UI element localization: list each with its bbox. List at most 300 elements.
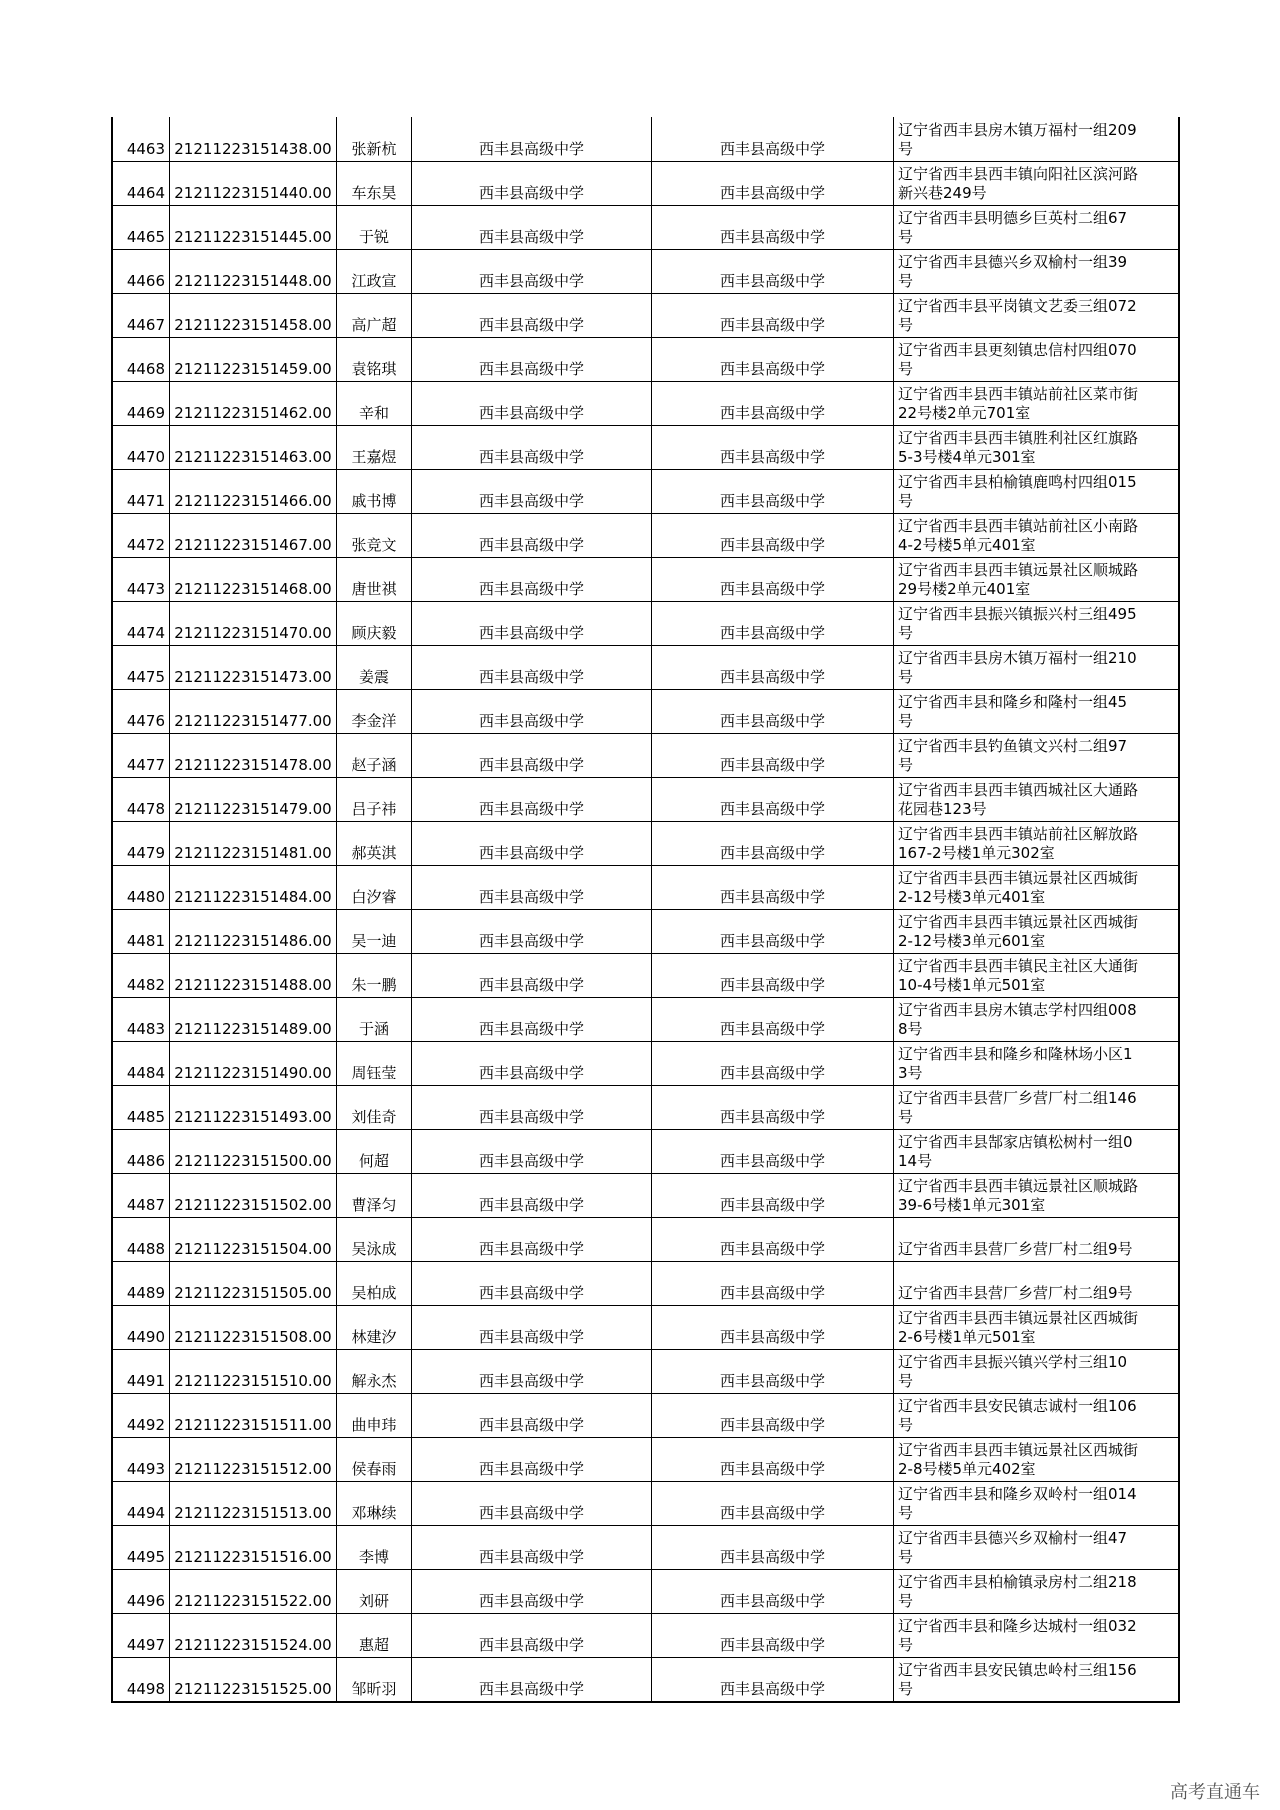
school-name [412, 1438, 652, 1481]
table-row [113, 1657, 1180, 1701]
exam-id [170, 1350, 337, 1393]
home-address [894, 1614, 1180, 1657]
exam-id-text: 21211223151467.00 [174, 536, 332, 554]
school-name-2-text: 西丰县高级中学 [719, 272, 825, 290]
student-name [337, 382, 412, 425]
exam-id-text: 21211223151500.00 [174, 1152, 332, 1170]
exam-id [170, 338, 337, 381]
home-address [894, 250, 1180, 293]
school-name-text: 西丰县高级中学 [478, 668, 584, 686]
school-name-2 [652, 778, 894, 821]
home-address-text: 辽宁省西丰县西丰镇站前社区菜市街22号楼2单元701室 [898, 385, 1139, 422]
home-address-text: 辽宁省西丰县营厂乡营厂村二组9号 [898, 1284, 1133, 1302]
row-index-text: 4486 [126, 1152, 165, 1170]
home-address [894, 470, 1180, 513]
row-index [113, 470, 170, 513]
student-name [337, 206, 412, 249]
school-name-2 [652, 338, 894, 381]
student-name-text: 赵子涵 [351, 756, 397, 774]
table-row [113, 337, 1180, 381]
school-name-2 [652, 822, 894, 865]
row-index [113, 910, 170, 953]
row-index [113, 778, 170, 821]
school-name-text: 西丰县高级中学 [478, 624, 584, 642]
home-address-text: 辽宁省西丰县西丰镇远景社区西城街2-6号楼1单元501室 [898, 1309, 1139, 1346]
student-name-text: 吕子祎 [351, 800, 397, 818]
home-address [894, 734, 1180, 777]
home-address [894, 866, 1180, 909]
school-name-text: 西丰县高级中学 [478, 1636, 584, 1654]
exam-id [170, 1482, 337, 1525]
school-name-2-text: 西丰县高级中学 [719, 1504, 825, 1522]
home-address [894, 954, 1180, 997]
table-row [113, 865, 1180, 909]
school-name-2-text: 西丰县高级中学 [719, 1328, 825, 1346]
school-name-text: 西丰县高级中学 [478, 228, 584, 246]
exam-id [170, 690, 337, 733]
student-name [337, 1658, 412, 1701]
exam-id [170, 250, 337, 293]
student-name [337, 294, 412, 337]
school-name-2-text: 西丰县高级中学 [719, 448, 825, 466]
school-name-text: 西丰县高级中学 [478, 1504, 584, 1522]
exam-id-text: 21211223151505.00 [174, 1284, 332, 1302]
home-address [894, 690, 1180, 733]
table-row [113, 513, 1180, 557]
school-name-text: 西丰县高级中学 [478, 316, 584, 334]
student-name-text: 吴柏成 [351, 1284, 397, 1302]
row-index-text: 4473 [126, 580, 165, 598]
school-name-text: 西丰县高级中学 [478, 1592, 584, 1610]
exam-id-text: 21211223151462.00 [174, 404, 332, 422]
exam-id-text: 21211223151478.00 [174, 756, 332, 774]
table-row [113, 381, 1180, 425]
row-index-text: 4474 [126, 624, 165, 642]
school-name-2-text: 西丰县高级中学 [719, 1196, 825, 1214]
school-name-2-text: 西丰县高级中学 [719, 140, 825, 158]
row-index [113, 1086, 170, 1129]
home-address-text: 辽宁省西丰县郜家店镇松树村一组014号 [898, 1133, 1133, 1170]
exam-id-text: 21211223151490.00 [174, 1064, 332, 1082]
school-name-2 [652, 910, 894, 953]
home-address [894, 602, 1180, 645]
school-name [412, 822, 652, 865]
row-index [113, 866, 170, 909]
student-name-text: 侯春雨 [351, 1460, 397, 1478]
school-name-text: 西丰县高级中学 [478, 272, 584, 290]
school-name-2-text: 西丰县高级中学 [719, 1416, 825, 1434]
home-address-text: 辽宁省西丰县西丰镇民主社区大通街10-4号楼1单元501室 [898, 957, 1139, 994]
exam-id [170, 382, 337, 425]
row-index [113, 206, 170, 249]
school-name-2-text: 西丰县高级中学 [719, 228, 825, 246]
student-name [337, 1042, 412, 1085]
row-index [113, 294, 170, 337]
student-name [337, 338, 412, 381]
school-name-2 [652, 1614, 894, 1657]
table-row [113, 205, 1180, 249]
table-row [113, 249, 1180, 293]
exam-id-text: 21211223151522.00 [174, 1592, 332, 1610]
student-name-text: 林建汐 [351, 1328, 397, 1346]
table-row [113, 117, 1180, 161]
school-name-2 [652, 1174, 894, 1217]
row-index-text: 4469 [126, 404, 165, 422]
exam-id-text: 21211223151479.00 [174, 800, 332, 818]
row-index [113, 734, 170, 777]
row-index [113, 1658, 170, 1701]
exam-id-text: 21211223151477.00 [174, 712, 332, 730]
row-index [113, 1306, 170, 1349]
exam-id-text: 21211223151488.00 [174, 976, 332, 994]
student-name [337, 910, 412, 953]
home-address [894, 382, 1180, 425]
row-index-text: 4471 [126, 492, 165, 510]
exam-id [170, 1658, 337, 1701]
school-name [412, 1130, 652, 1173]
school-name-text: 西丰县高级中学 [478, 712, 584, 730]
table-row [113, 1217, 1180, 1261]
school-name-2-text: 西丰县高级中学 [719, 844, 825, 862]
exam-id [170, 646, 337, 689]
home-address [894, 558, 1180, 601]
home-address-text: 辽宁省西丰县房木镇万福村一组209号 [898, 121, 1137, 158]
table-row [113, 1481, 1180, 1525]
student-name-text: 郝英淇 [351, 844, 397, 862]
row-index [113, 117, 170, 161]
row-index-text: 4475 [126, 668, 165, 686]
home-address [894, 1526, 1180, 1569]
school-name [412, 206, 652, 249]
row-index [113, 1262, 170, 1305]
student-name [337, 1306, 412, 1349]
table-row [113, 1085, 1180, 1129]
table-row [113, 601, 1180, 645]
student-name-text: 王嘉煜 [351, 448, 397, 466]
school-name-text: 西丰县高级中学 [478, 1020, 584, 1038]
school-name-text: 西丰县高级中学 [478, 580, 584, 598]
home-address-text: 辽宁省西丰县和隆乡达城村一组032号 [898, 1617, 1137, 1654]
school-name-text: 西丰县高级中学 [478, 888, 584, 906]
home-address [894, 822, 1180, 865]
school-name-text: 西丰县高级中学 [478, 756, 584, 774]
school-name [412, 1526, 652, 1569]
exam-id [170, 206, 337, 249]
student-name-text: 姜震 [358, 668, 389, 686]
school-name-text: 西丰县高级中学 [478, 492, 584, 510]
exam-id-text: 21211223151445.00 [174, 228, 332, 246]
student-name [337, 646, 412, 689]
school-name [412, 1614, 652, 1657]
home-address-text: 辽宁省西丰县西丰镇站前社区小南路4-2号楼5单元401室 [898, 517, 1139, 554]
school-name-2-text: 西丰县高级中学 [719, 932, 825, 950]
school-name-2 [652, 954, 894, 997]
student-name [337, 470, 412, 513]
home-address-text: 辽宁省西丰县德兴乡双榆村一组39号 [898, 253, 1128, 290]
row-index [113, 250, 170, 293]
school-name-2 [652, 646, 894, 689]
exam-id-text: 21211223151504.00 [174, 1240, 332, 1258]
exam-id [170, 998, 337, 1041]
school-name-text: 西丰县高级中学 [478, 360, 584, 378]
row-index [113, 1526, 170, 1569]
school-name-2-text: 西丰县高级中学 [719, 624, 825, 642]
school-name-text: 西丰县高级中学 [478, 448, 584, 466]
school-name-2-text: 西丰县高级中学 [719, 316, 825, 334]
student-name [337, 1614, 412, 1657]
exam-id-text: 21211223151510.00 [174, 1372, 332, 1390]
home-address-text: 辽宁省西丰县西丰镇远景社区西城街2-8号楼5单元402室 [898, 1441, 1139, 1478]
school-name [412, 866, 652, 909]
school-name-2-text: 西丰县高级中学 [719, 536, 825, 554]
exam-id-text: 21211223151486.00 [174, 932, 332, 950]
table-row [113, 1305, 1180, 1349]
row-index-text: 4468 [126, 360, 165, 378]
school-name [412, 250, 652, 293]
school-name [412, 514, 652, 557]
table-row [113, 161, 1180, 205]
row-index-text: 4464 [126, 184, 165, 202]
row-index-text: 4465 [126, 228, 165, 246]
school-name-2-text: 西丰县高级中学 [719, 976, 825, 994]
school-name [412, 338, 652, 381]
school-name [412, 1350, 652, 1393]
home-address-text: 辽宁省西丰县西丰镇站前社区解放路167-2号楼1单元302室 [898, 825, 1139, 862]
table-row [113, 1569, 1180, 1613]
school-name [412, 734, 652, 777]
student-name [337, 822, 412, 865]
student-name-text: 顾庆毅 [351, 624, 397, 642]
school-name-text: 西丰县高级中学 [478, 1196, 584, 1214]
home-address [894, 646, 1180, 689]
student-name-text: 戚书博 [351, 492, 397, 510]
row-index [113, 514, 170, 557]
school-name-2 [652, 294, 894, 337]
home-address [894, 1438, 1180, 1481]
home-address [894, 1482, 1180, 1525]
school-name-2 [652, 1526, 894, 1569]
school-name-2-text: 西丰县高级中学 [719, 1680, 825, 1698]
row-index-text: 4494 [126, 1504, 165, 1522]
school-name [412, 470, 652, 513]
row-index-text: 4484 [126, 1064, 165, 1082]
student-name [337, 954, 412, 997]
school-name-text: 西丰县高级中学 [478, 932, 584, 950]
exam-id-text: 21211223151493.00 [174, 1108, 332, 1126]
exam-id-text: 21211223151502.00 [174, 1196, 332, 1214]
school-name-2 [652, 1306, 894, 1349]
row-index [113, 1130, 170, 1173]
school-name-text: 西丰县高级中学 [478, 404, 584, 422]
home-address-text: 辽宁省西丰县西丰镇远景社区西城街2-12号楼3单元601室 [898, 913, 1139, 950]
school-name-2-text: 西丰县高级中学 [719, 1064, 825, 1082]
school-name-text: 西丰县高级中学 [478, 976, 584, 994]
exam-id-text: 21211223151525.00 [174, 1680, 332, 1698]
row-index-text: 4489 [126, 1284, 165, 1302]
home-address-text: 辽宁省西丰县西丰镇向阳社区滨河路新兴巷249号 [898, 165, 1139, 202]
home-address [894, 998, 1180, 1041]
student-name-text: 张新杭 [351, 140, 397, 158]
table-row [113, 1173, 1180, 1217]
exam-id [170, 602, 337, 645]
row-index [113, 954, 170, 997]
school-name-2 [652, 1394, 894, 1437]
school-name [412, 690, 652, 733]
row-index [113, 1350, 170, 1393]
student-name [337, 426, 412, 469]
student-name-text: 解永杰 [351, 1372, 397, 1390]
exam-id [170, 1130, 337, 1173]
row-index [113, 558, 170, 601]
exam-id-text: 21211223151513.00 [174, 1504, 332, 1522]
student-name [337, 117, 412, 161]
student-name [337, 1350, 412, 1393]
home-address [894, 1658, 1180, 1701]
student-name-text: 车东昊 [351, 184, 397, 202]
row-index-text: 4481 [126, 932, 165, 950]
student-name [337, 558, 412, 601]
school-name-2-text: 西丰县高级中学 [719, 800, 825, 818]
school-name-2 [652, 558, 894, 601]
student-name-text: 辛和 [358, 404, 389, 422]
student-name-text: 吴泳成 [351, 1240, 397, 1258]
home-address [894, 1570, 1180, 1613]
school-name [412, 998, 652, 1041]
home-address [894, 1306, 1180, 1349]
student-name-text: 何超 [358, 1152, 389, 1170]
row-index [113, 646, 170, 689]
exam-id [170, 1218, 337, 1261]
school-name-2 [652, 162, 894, 205]
student-name-text: 江政宣 [351, 272, 397, 290]
exam-id-text: 21211223151473.00 [174, 668, 332, 686]
exam-id [170, 1306, 337, 1349]
exam-id-text: 21211223151484.00 [174, 888, 332, 906]
student-name [337, 1482, 412, 1525]
home-address-text: 辽宁省西丰县钓鱼镇文兴村二组97号 [898, 737, 1128, 774]
home-address-text: 辽宁省西丰县安民镇忠岭村三组156号 [898, 1661, 1137, 1698]
table-row [113, 645, 1180, 689]
school-name-2-text: 西丰县高级中学 [719, 184, 825, 202]
home-address-text: 辽宁省西丰县柏榆镇鹿鸣村四组015号 [898, 473, 1137, 510]
school-name-2 [652, 1438, 894, 1481]
school-name-2-text: 西丰县高级中学 [719, 360, 825, 378]
table-row [113, 777, 1180, 821]
school-name-2-text: 西丰县高级中学 [719, 756, 825, 774]
home-address-text: 辽宁省西丰县和隆乡双岭村一组014号 [898, 1485, 1137, 1522]
student-name-text: 曲申玮 [351, 1416, 397, 1434]
row-index-text: 4491 [126, 1372, 165, 1390]
row-index [113, 998, 170, 1041]
exam-id [170, 1526, 337, 1569]
student-name-text: 白汐睿 [351, 888, 397, 906]
row-index-text: 4476 [126, 712, 165, 730]
school-name-2 [652, 1086, 894, 1129]
row-index [113, 1570, 170, 1613]
school-name [412, 1174, 652, 1217]
table-row [113, 733, 1180, 777]
exam-id [170, 1262, 337, 1305]
student-name [337, 1130, 412, 1173]
school-name-text: 西丰县高级中学 [478, 184, 584, 202]
table-row [113, 1393, 1180, 1437]
student-name [337, 866, 412, 909]
table-row [113, 953, 1180, 997]
exam-id-text: 21211223151438.00 [174, 140, 332, 158]
row-index [113, 162, 170, 205]
exam-id-text: 21211223151468.00 [174, 580, 332, 598]
home-address-text: 辽宁省西丰县西丰镇远景社区西城街2-12号楼3单元401室 [898, 869, 1139, 906]
home-address-text: 辽宁省西丰县房木镇志学村四组0088号 [898, 1001, 1137, 1038]
student-name [337, 1570, 412, 1613]
exam-id-text: 21211223151466.00 [174, 492, 332, 510]
row-index [113, 1218, 170, 1261]
exam-id [170, 778, 337, 821]
student-name [337, 1218, 412, 1261]
home-address-text: 辽宁省西丰县和隆乡和隆村一组45号 [898, 693, 1128, 730]
school-name-2 [652, 1350, 894, 1393]
exam-id [170, 117, 337, 161]
student-name [337, 250, 412, 293]
row-index [113, 338, 170, 381]
exam-id-text: 21211223151489.00 [174, 1020, 332, 1038]
school-name-2-text: 西丰县高级中学 [719, 1372, 825, 1390]
home-address-text: 辽宁省西丰县柏榆镇录房村二组218号 [898, 1573, 1137, 1610]
school-name-2 [652, 1130, 894, 1173]
school-name-2 [652, 734, 894, 777]
student-name-text: 袁铭琪 [351, 360, 397, 378]
school-name-2 [652, 1482, 894, 1525]
table-row [113, 1437, 1180, 1481]
student-name-text: 张竞文 [351, 536, 397, 554]
row-index-text: 4495 [126, 1548, 165, 1566]
exam-id [170, 734, 337, 777]
row-index-text: 4483 [126, 1020, 165, 1038]
exam-id [170, 426, 337, 469]
exam-id-text: 21211223151459.00 [174, 360, 332, 378]
table-row [113, 821, 1180, 865]
exam-id [170, 1438, 337, 1481]
roster-table [111, 117, 1180, 1703]
table-row [113, 1349, 1180, 1393]
exam-id-text: 21211223151524.00 [174, 1636, 332, 1654]
exam-id [170, 822, 337, 865]
student-name [337, 514, 412, 557]
school-name [412, 1042, 652, 1085]
student-name-text: 邹昕羽 [351, 1680, 397, 1698]
student-name-text: 周钰莹 [351, 1064, 397, 1082]
exam-id [170, 470, 337, 513]
school-name-2-text: 西丰县高级中学 [719, 580, 825, 598]
school-name [412, 646, 652, 689]
school-name-2 [652, 382, 894, 425]
exam-id [170, 866, 337, 909]
school-name-2 [652, 426, 894, 469]
home-address-text: 辽宁省西丰县营厂乡营厂村二组9号 [898, 1240, 1133, 1258]
student-name-text: 于锐 [358, 228, 389, 246]
school-name [412, 910, 652, 953]
student-name [337, 734, 412, 777]
school-name-text: 西丰县高级中学 [478, 140, 584, 158]
school-name [412, 1306, 652, 1349]
school-name-text: 西丰县高级中学 [478, 1328, 584, 1346]
row-index-text: 4493 [126, 1460, 165, 1478]
school-name-2 [652, 602, 894, 645]
exam-id [170, 558, 337, 601]
row-index [113, 1614, 170, 1657]
student-name-text: 高广超 [351, 316, 397, 334]
home-address [894, 117, 1180, 161]
